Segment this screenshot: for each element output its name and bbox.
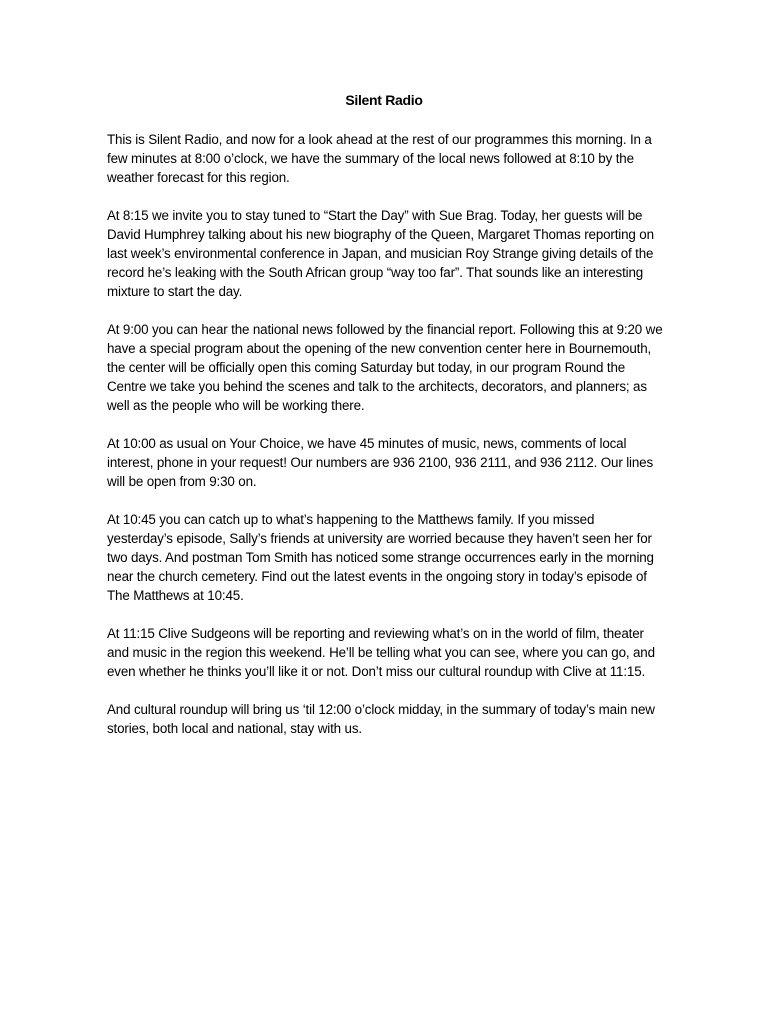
paragraph-closing: And cultural roundup will bring us ‘til 12:00 o’clock midday, in the summary of today’s main new stories, both local and national, stay with us.	[107, 702, 655, 736]
document-body	[107, 130, 663, 757]
paragraph-intro: This is Silent Radio, and now for a look ahead at the rest of our programmes this morning. In a few minutes at 8:00 o’clock, we have the summary of the local news followed at 8:10 by the weather forecast for this region.	[107, 132, 652, 185]
paragraph-your-choice: At 10:00 as usual on Your Choice, we have 45 minutes of music, news, comments of local interest, phone in your request! Our numbers are 936 2100, 936 2111, and 936 2112. Our lines will be open from 9:30 on.	[107, 436, 653, 489]
paragraph-clive-sudgeons: At 11:15 Clive Sudgeons will be reporting and reviewing what’s on in the world of film, theater and music in the region this weekend. He’ll be telling what you can see, where you can go, and even whether he thinks you’ll like it or not. Don’t miss our cultural roundup with Clive at 11:15.	[107, 626, 655, 679]
document-title: Silent Radio	[345, 92, 423, 108]
paragraph-start-the-day: At 8:15 we invite you to stay tuned to “Start the Day” with Sue Brag. Today, her guests will be David Humphrey talking about his new biography of the Queen, Margaret Thomas reporting on last week’s environmental conference in Japan, and musician Roy Strange giving details of the record he’s leaking with the South African group “way too far”. That sounds like an interesting mixture to start the day.	[107, 208, 654, 299]
paragraph-matthews: At 10:45 you can catch up to what’s happening to the Matthews family. If you missed yesterday’s episode, Sally’s friends at university are worried because they haven’t seen her for two days. And postman Tom Smith has noticed some strange occurrences early in the morning near the church cemetery. Find out the latest events in the ongoing story in today’s episode of The Matthews at 10:45.	[107, 512, 654, 603]
paragraph-national-news: At 9:00 you can hear the national news followed by the financial report. Following this at 9:20 we have a special program about the opening of the new convention center here in Bournemouth, the center will be officially open this coming Saturday but today, in our program Round the Centre we take you behind the scenes and talk to the architects, decorators, and planners; as well as the people who will be working there.	[107, 322, 663, 413]
